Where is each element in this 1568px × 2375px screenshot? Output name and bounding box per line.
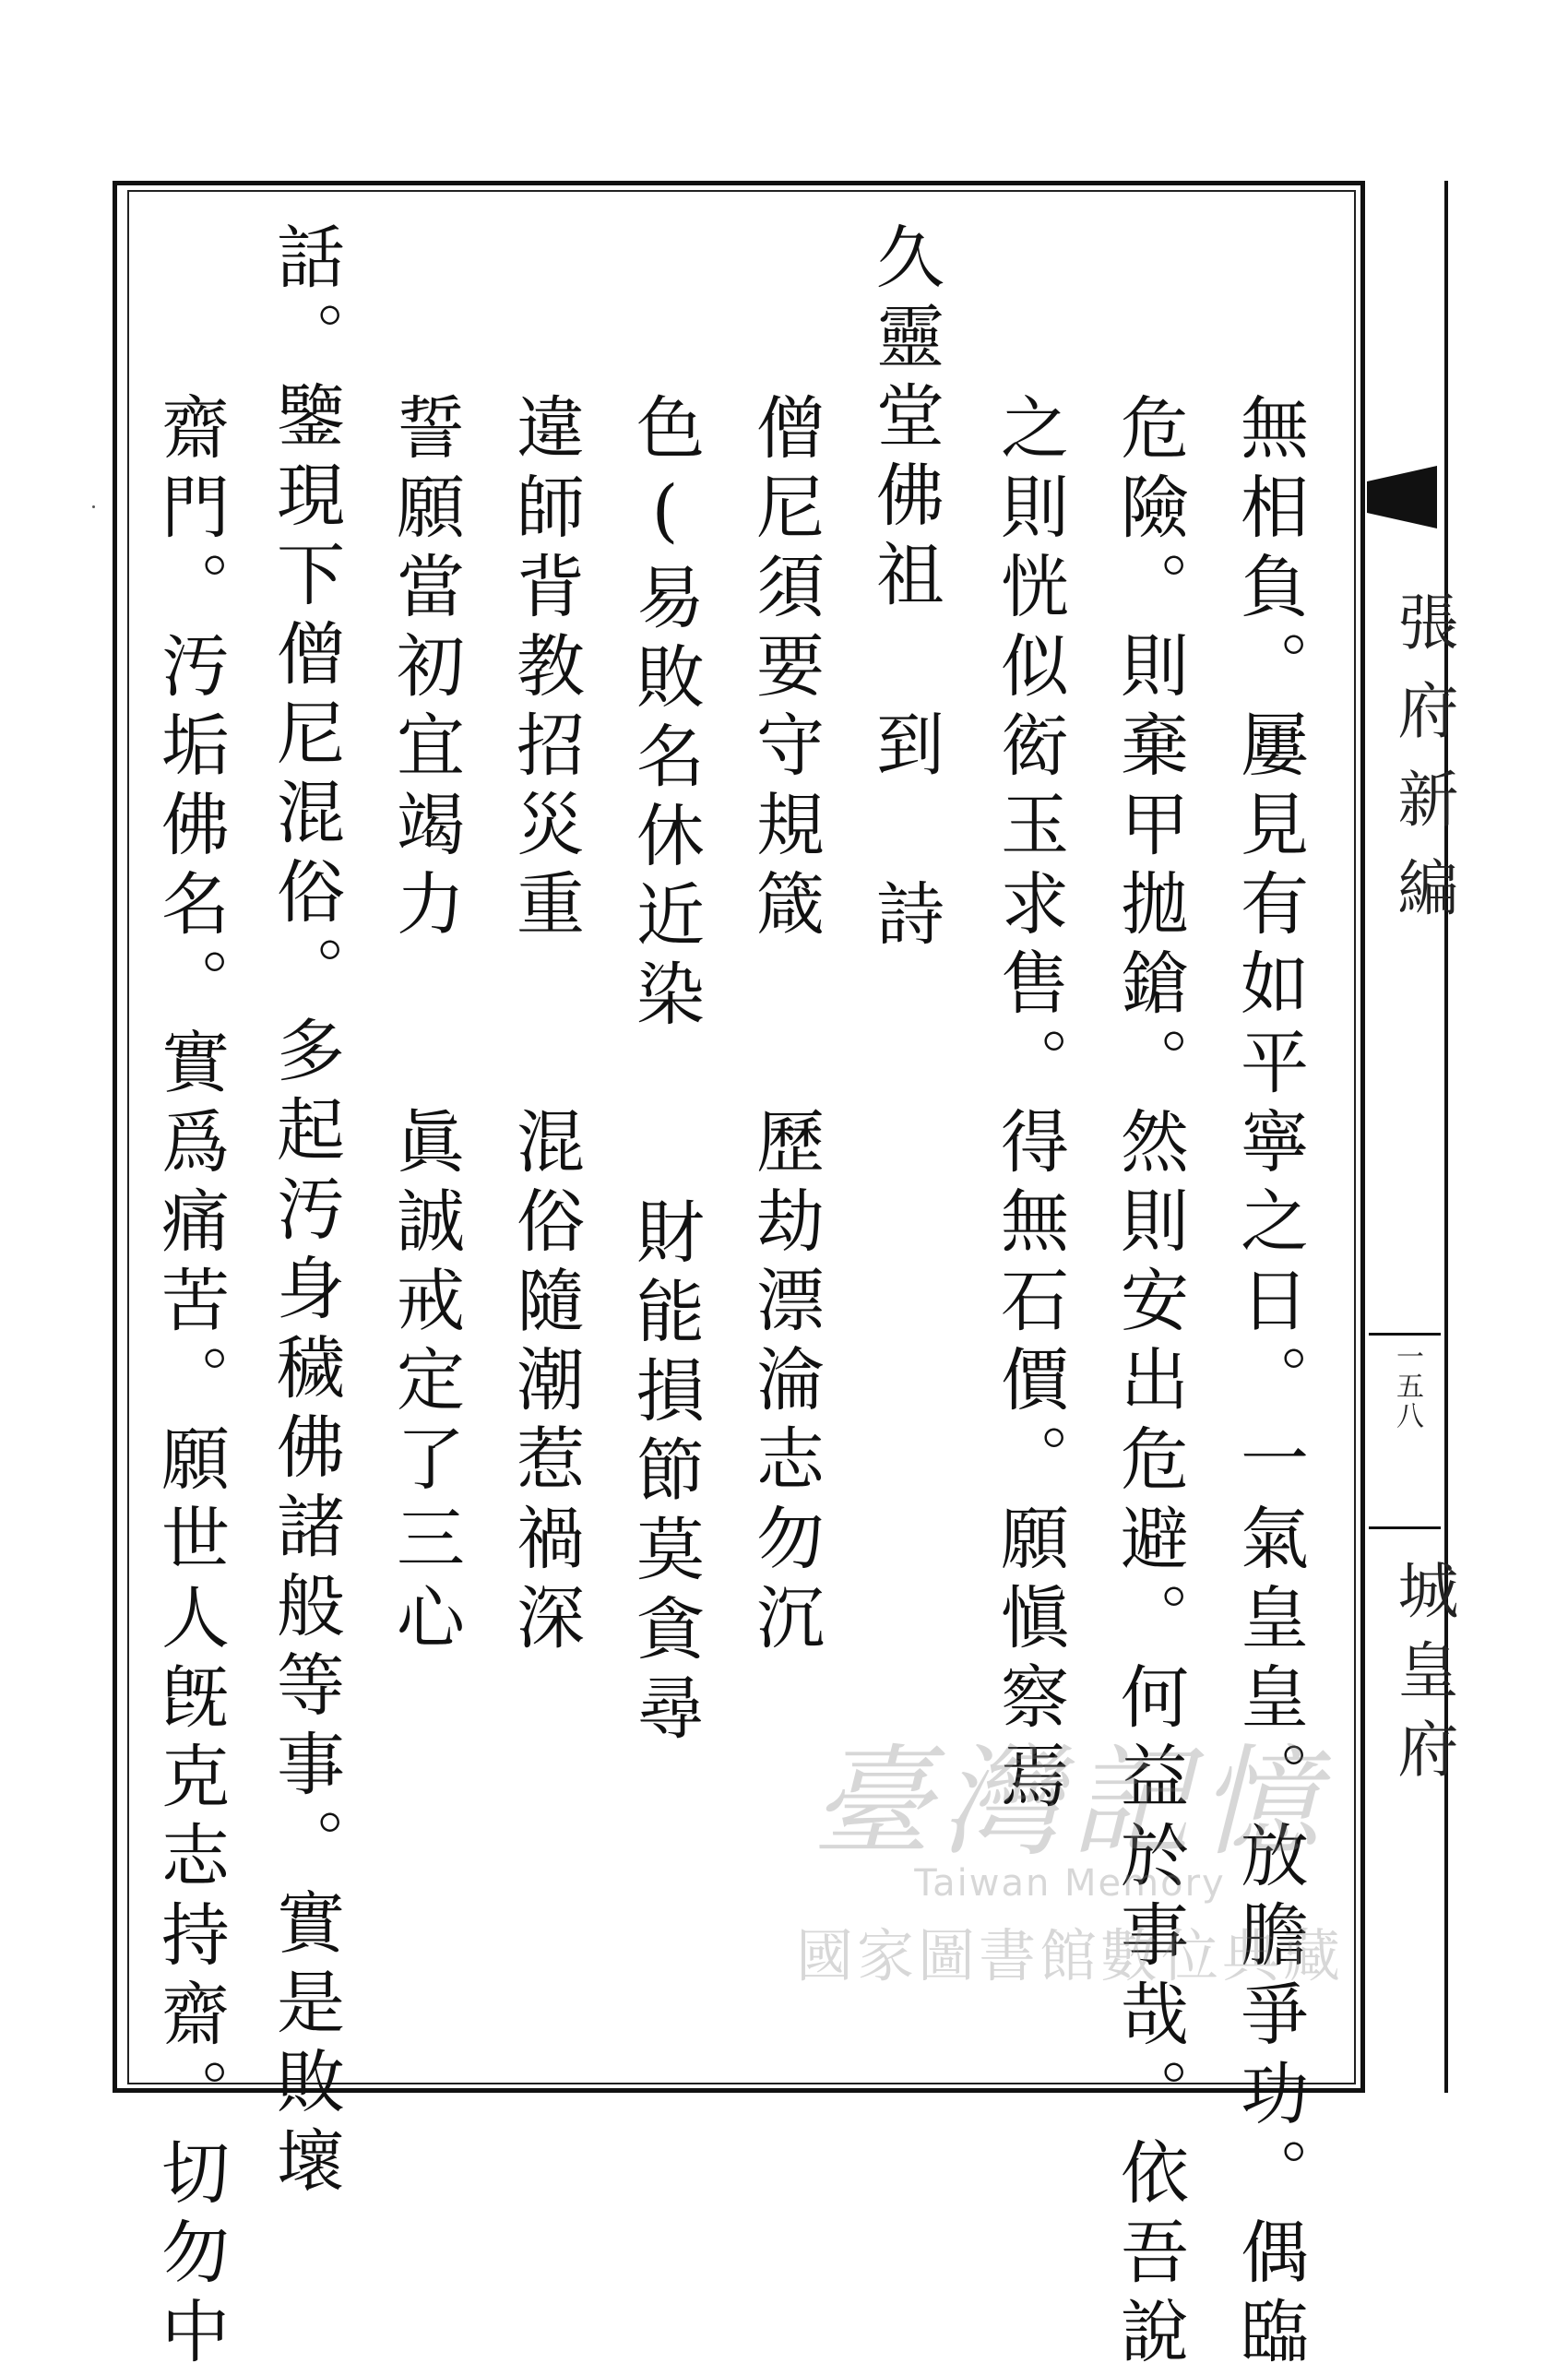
watermark-english: Taiwan Memory	[914, 1862, 1226, 1905]
text-column: 無相負。屢見有如平寧之日。一氣皇皇。放膽爭功。偶臨	[1229, 392, 1309, 2375]
watermark-chinese: 國家圖書館數位典藏	[795, 1922, 1344, 1989]
speck	[92, 505, 95, 508]
margin-subtitle: 城皇府	[1387, 1559, 1458, 1797]
margin-rule	[1369, 1526, 1441, 1529]
text-column: 之則恍似衒玉求售。得無石價。願愼察焉	[990, 392, 1069, 1820]
poem-line: 誓願當初宜竭力 眞誠戒定了三心	[386, 392, 465, 1661]
text-column: 話。鑒現下僧尼混俗。多起汚身穢佛諸般等事。實是敗壞	[266, 221, 345, 2204]
page-number: 一五八	[1391, 1342, 1423, 1431]
poem-line: 僧尼須要守規箴 歷劫漂淪志勿沉	[745, 392, 825, 1661]
margin-title: 張府新編	[1387, 590, 1458, 944]
text-column: 危險。則棄甲拋鎗。然則安出危避。何益於事哉。依吾說	[1110, 392, 1189, 2375]
margin-rule	[1369, 1333, 1441, 1336]
text-column: 齋門。汚垢佛名。實爲痛苦。願世人旣克志持齋。切勿中	[150, 392, 230, 2375]
watermark-logo: 臺灣記憶	[811, 1732, 1328, 1872]
watermark	[719, 1706, 1420, 1992]
poem-title: 久靈堂佛祖 到 詩	[865, 221, 944, 957]
poem-line: 色(易敗名休近染 財能損節莫貪尋	[625, 392, 705, 1752]
poem-line: 違師背教招災重 混俗隨潮惹禍深	[505, 392, 585, 1661]
